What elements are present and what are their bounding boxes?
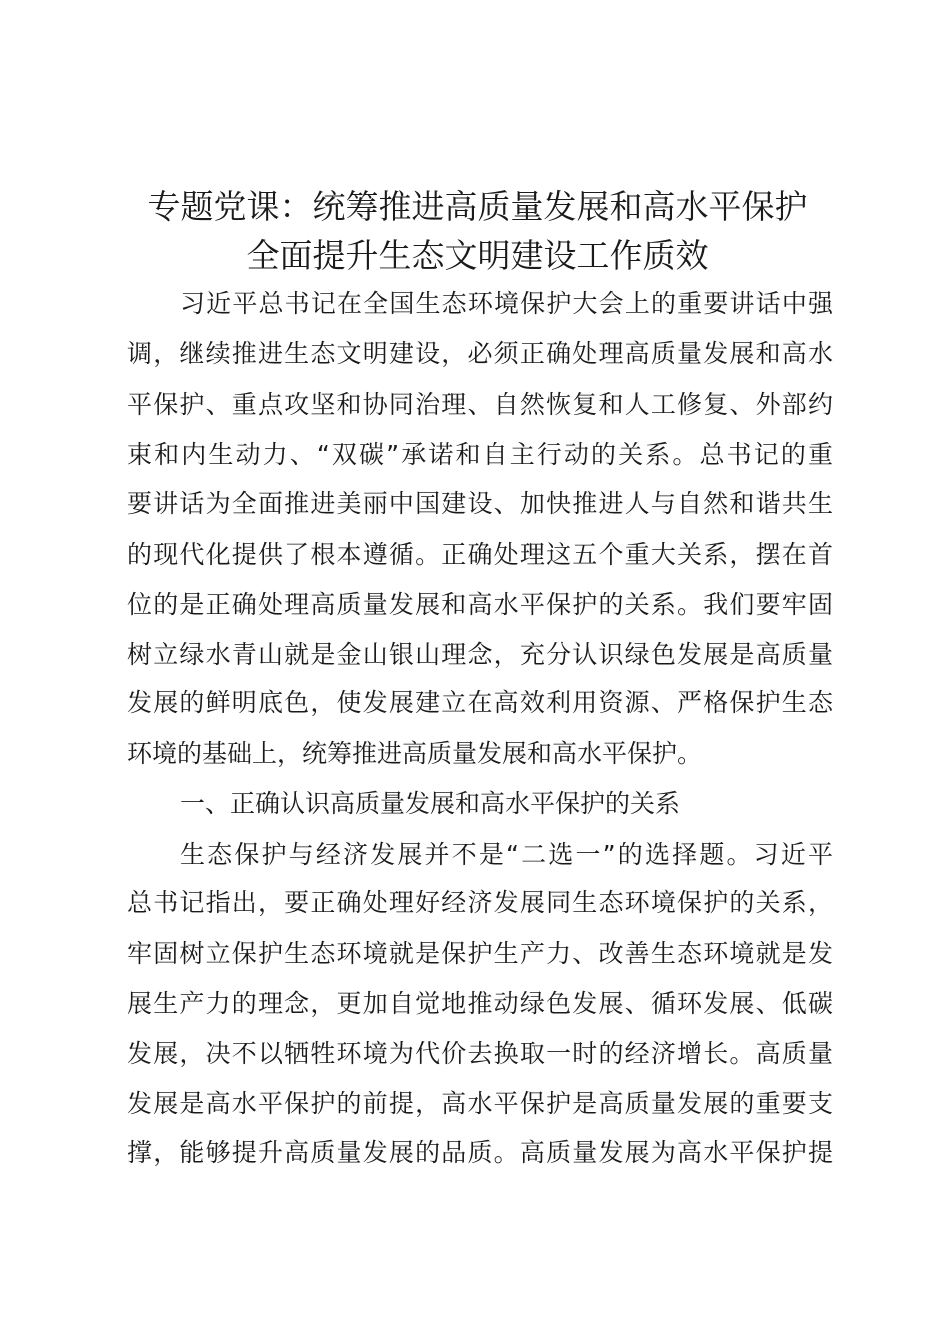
paragraph-1-line-4: 束和内生动力、“双碳”承诺和自主行动的关系。总书记的重 (127, 440, 833, 469)
paragraph-2-line-5: 发展，决不以牺牲环境为代价去换取一时的经济增长。高质量 (127, 1039, 833, 1068)
paragraph-1-line-5: 要讲话为全面推进美丽中国建设、加快推进人与自然和谐共生 (127, 489, 833, 518)
paragraph-1-line-7: 位的是正确处理高质量发展和高水平保护的关系。我们要牢固 (127, 590, 833, 619)
paragraph-1-line-9: 发展的鲜明底色，使发展建立在高效利用资源、严格保护生态 (127, 688, 833, 717)
paragraph-2-line-1: 生态保护与经济发展并不是“二选一”的选择题。习近平 (180, 840, 833, 869)
paragraph-1-line-10: 环境的基础上，统筹推进高质量发展和高水平保护。 (127, 739, 703, 768)
document-title-line-1: 专题党课：统筹推进高质量发展和高水平保护 (147, 187, 808, 226)
paragraph-1-line-3: 平保护、重点攻坚和协同治理、自然恢复和人工修复、外部约 (127, 390, 833, 419)
document-title-line-2: 全面提升生态文明建设工作质效 (246, 236, 709, 275)
paragraph-2-line-4: 展生产力的理念，更加自觉地推动绿色发展、循环发展、低碳 (127, 989, 833, 1018)
paragraph-1-line-2: 调，继续推进生态文明建设，必须正确处理高质量发展和高水 (127, 339, 833, 368)
paragraph-1-line-1: 习近平总书记在全国生态环境保护大会上的重要讲话中强 (180, 289, 833, 318)
paragraph-2-line-7: 撑，能够提升高质量发展的品质。高质量发展为高水平保护提 (127, 1138, 833, 1167)
paragraph-1-line-8: 树立绿水青山就是金山银山理念，充分认识绿色发展是高质量 (127, 640, 833, 669)
paragraph-2-line-6: 发展是高水平保护的前提，高水平保护是高质量发展的重要支 (127, 1089, 833, 1118)
paragraph-2-line-2: 总书记指出，要正确处理好经济发展同生态环境保护的关系， (127, 888, 833, 917)
section-1-heading: 一、正确认识高质量发展和高水平保护的关系 (180, 789, 681, 818)
paragraph-1-line-6: 的现代化提供了根本遵循。正确处理这五个重大关系，摆在首 (127, 540, 833, 569)
paragraph-2-line-3: 牢固树立保护生态环境就是保护生产力、改善生态环境就是发 (127, 939, 833, 968)
